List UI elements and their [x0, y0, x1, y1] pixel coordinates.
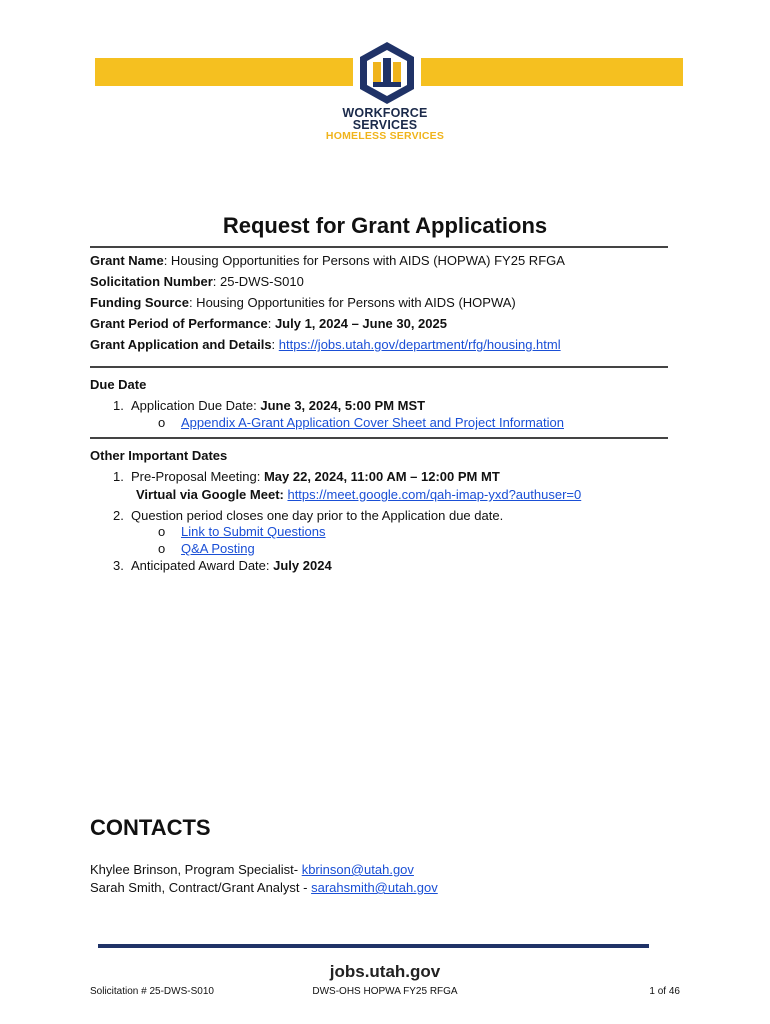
details-label: Grant Application and Details: [90, 337, 272, 352]
contact-2: [90, 880, 438, 896]
contact-1-text: Khylee Brinson, Program Specialist-: [90, 862, 302, 877]
bullet-icon: o: [158, 415, 166, 430]
due-date-heading: Due Date: [90, 377, 147, 392]
logo: [353, 40, 421, 106]
other-sub-item: [158, 524, 326, 540]
due-item-label: Application Due Date:: [131, 398, 261, 413]
brand-homeless-services: HOMELESS SERVICES: [325, 130, 445, 142]
other-item-1: [113, 469, 500, 485]
footer-page-number: 1 of 46: [649, 986, 680, 997]
funding-value: : Housing Opportunities for Persons with AIDS (HOPWA): [188, 295, 516, 310]
divider: [90, 437, 668, 439]
brand-workforce: WORKFORCE: [342, 106, 428, 120]
details-line: [90, 337, 561, 353]
page-title: Request for Grant Applications: [222, 213, 548, 238]
contact-2-email-link[interactable]: sarahsmith@utah.gov: [311, 880, 438, 895]
workforce-logo-icon: [353, 40, 421, 106]
bullet-icon: o: [158, 524, 166, 539]
appendix-a-link[interactable]: Appendix A-Grant Application Cover Sheet and Project Information: [181, 415, 564, 430]
footer-left: Solicitation # 25-DWS-S010: [90, 986, 214, 997]
qa-posting-link[interactable]: Q&A Posting: [181, 541, 255, 556]
solicitation-line: [90, 274, 304, 290]
other-item-3-label: Anticipated Award Date:: [131, 558, 274, 573]
footer-site: jobs.utah.gov: [329, 962, 441, 981]
due-item-1: [113, 398, 425, 414]
other-item-2: [113, 508, 503, 524]
list-number: 3.: [113, 558, 124, 573]
bullet-icon: o: [158, 541, 166, 556]
period-value: July 1, 2024 – June 30, 2025: [274, 316, 447, 331]
due-sub-item: [158, 415, 564, 431]
solicitation-value: : 25-DWS-S010: [212, 274, 304, 289]
google-meet-link[interactable]: https://meet.google.com/qah-imap-yxd?authuser=0: [287, 487, 582, 502]
period-sep: :: [267, 316, 275, 331]
divider: [90, 246, 668, 248]
solicitation-label: Solicitation Number: [90, 274, 213, 289]
other-dates-heading: Other Important Dates: [90, 448, 228, 463]
details-sep: :: [271, 337, 279, 352]
contact-1-email-link[interactable]: kbrinson@utah.gov: [301, 862, 414, 877]
funding-line: [90, 295, 516, 311]
footer-navy-bar: [98, 944, 649, 948]
virtual-meet-label: Virtual via Google Meet:: [136, 487, 288, 502]
grant-name-value: : Housing Opportunities for Persons with AIDS (HOPWA) FY25 RFGA: [163, 253, 565, 268]
other-item-1-value: May 22, 2024, 11:00 AM – 12:00 PM MT: [263, 469, 500, 484]
funding-label: Funding Source: [90, 295, 189, 310]
due-item-value: June 3, 2024, 5:00 PM MST: [260, 398, 426, 413]
other-item-3: [113, 558, 332, 574]
submit-questions-link[interactable]: Link to Submit Questions: [181, 524, 326, 539]
period-label: Grant Period of Performance: [90, 316, 268, 331]
contact-1: [90, 862, 414, 878]
grant-name-line: [90, 253, 565, 269]
other-item-3-value: July 2024: [273, 558, 332, 573]
other-sub-item: [158, 541, 255, 557]
contacts-heading: CONTACTS: [90, 815, 211, 840]
list-number: 1.: [113, 398, 124, 413]
divider: [90, 366, 668, 368]
grant-name-label: Grant Name: [90, 253, 164, 268]
list-number: 2.: [113, 508, 124, 523]
details-link[interactable]: https://jobs.utah.gov/department/rfg/housing.html: [278, 337, 561, 352]
contact-2-text: Sarah Smith, Contract/Grant Analyst -: [90, 880, 312, 895]
other-item-2-text: Question period closes one day prior to the Application due date.: [131, 508, 504, 523]
list-number: 1.: [113, 469, 124, 484]
other-item-1-label: Pre-Proposal Meeting:: [131, 469, 264, 484]
footer-center: DWS-OHS HOPWA FY25 RFGA: [312, 986, 458, 997]
period-line: [90, 316, 447, 332]
virtual-meet-line: [136, 487, 581, 503]
brand-services: SERVICES: [352, 118, 418, 132]
